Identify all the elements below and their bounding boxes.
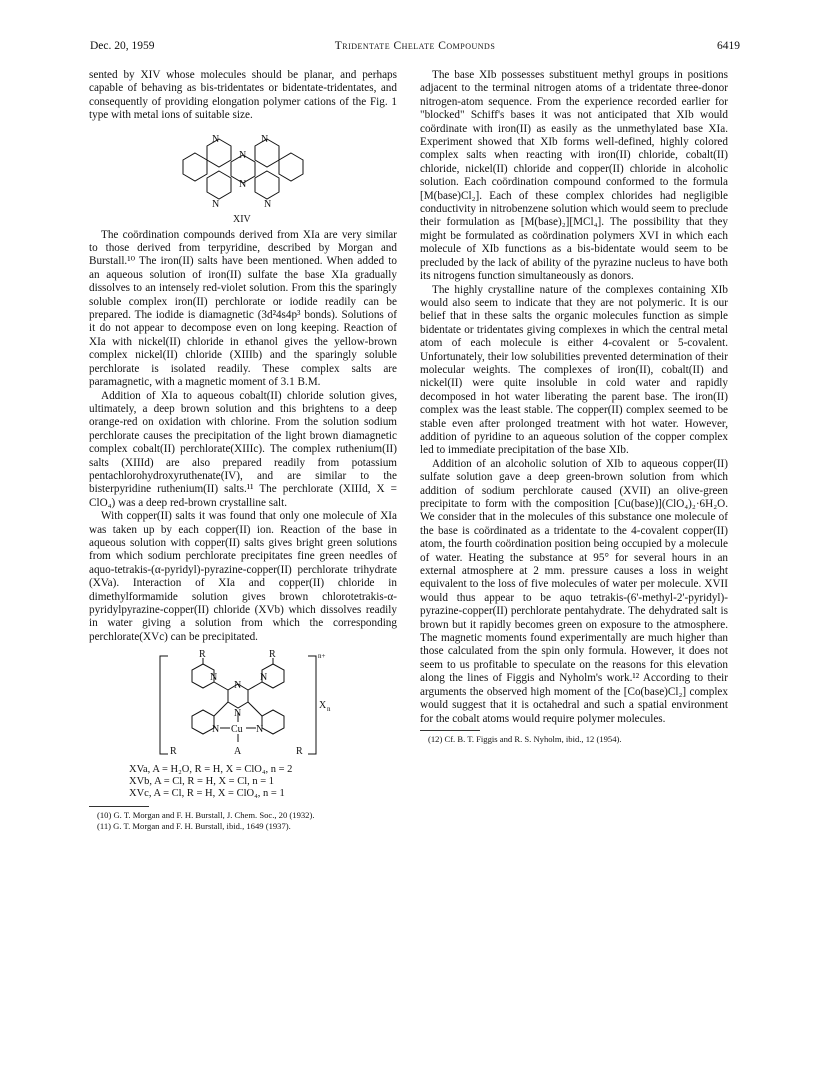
xv-atom-n6: N [256, 724, 264, 736]
xv-label-r-top-left: R [199, 650, 206, 661]
legend-xva: XVa, A = H₂O, R = H, X = ClO₄, n = 2 [129, 764, 293, 776]
footnote-10: (10) G. T. Morgan and F. H. Burstall, J. Chem. Soc., 20 (1932). [97, 810, 315, 821]
running-header [90, 40, 740, 56]
xv-label-r-top-right: R [269, 650, 276, 661]
xv-atom-cu: Cu [231, 724, 243, 736]
structure-xv-legend [129, 764, 397, 800]
footnote-12: (12) Cf. B. T. Figgis and R. S. Nyholm, ibid., 12 (1954). [428, 733, 622, 744]
xiv-atom-n4: N [239, 178, 247, 190]
header-page-number: 6419 [717, 40, 740, 52]
xiv-atom-n6: N [264, 198, 272, 210]
xiv-label: XIV [233, 213, 251, 225]
xv-atom-n1: N [210, 672, 218, 684]
right-paragraph-1: The base XIb possesses substituent methyl groups in positions adjacent to the terminal nitrogen atoms of a tridentate three-donor nitrogen-atom sequence. From the experience recorded earlier for "blocked" Schiff's bases it was not anticipated that XIb would coördinate with iron(II) as easily as the unmethylated base XIa. Experiment showed that XIb forms well-defined, highly colored complex salts when reacting with iron(II) chloride, cobalt(II) chloride, nickel(II) chloride and copper(II) chloride in alcoholic solution. Each coördination compound conformed to the formula [M(base)Cl₂]. Each of these complex chlorides had negligible conductivity in nitrobenzene solution which would seem to preclude their formulation as [M(base)₂][MCl₄]. The possibility that they might be formulated as coördination polymers XVI in which each molecule of XIb functions as a bis-bidentate would seem to be precluded by the lack of ability of the pyrazine nucleus to have both its nitrogens function simultaneously as donors. [420, 69, 728, 283]
right-paragraph-2: The highly crystalline nature of the complexes containing XIb would also seem to indicate that they are not polymeric. It is our belief that in these salts the organic molecules function as simple bidentate or tridentates giving complexes in which the central metal atom of each molecule is either 4-covalent or 5-covalent. Unfortunately, their low solubilities prevented determination of their molecular weights. The complexes of iron(II), cobalt(II) and nickel(II) were quite insoluble in cold water and rapidly decomposed in hot water liberating the parent base. The iron(II) complex was the least stable. The copper(II) complex seemed to be stable even after prolonged treatment with hot water. However, addition of pyridine to an aqueous solution of the copper complex led to immediate precipitation of the base XIb. [420, 283, 728, 457]
xv-charge: n+ [318, 652, 326, 661]
left-paragraph-2: The coördination compounds derived from XIa are very similar to those derived from terpyridine, described by Morgan and Burstall.¹⁰ The iron(II) salts have been mentioned. When added to an aqueous solution of iron(II) sulfate the base XIa gradually dissolves to an intensely red-violet solution. From this the sparingly soluble complex iron(II) perchlorate or iodide readily can be prepared. The iodide is diamagnetic (3d²4s4p³ bonds). Solutions of it do not appear to decompose even on long keeping. Reaction of XIa with nickel(II) chloride in ethanol gives the yellow-brown complex nickel(II) chloride (XIIIb) and the sparingly soluble perchlorate is isolated readily. These complex salts are paramagnetic, with a magnetic moment of 3.1 B.M. [89, 228, 397, 389]
xiv-atom-n2: N [261, 133, 269, 145]
header-date: Dec. 20, 1959 [90, 40, 155, 52]
xv-atom-n3: N [234, 680, 242, 692]
left-paragraph-1: sented by XIV whose molecules should be planar, and perhaps capable of behaving as bis-tridentates or bidentate-tridentates, and consequently of providing elongation polymer cations of the Fig. 1 type with metal ions of suitable size. [89, 69, 397, 122]
structure-xiv [178, 129, 308, 225]
right-column [420, 69, 728, 745]
xv-atom-n2: N [260, 672, 268, 684]
xv-label-r-bottom-right: R [296, 746, 303, 758]
xv-atom-n5: N [212, 724, 220, 736]
xv-counterion-x: X [319, 700, 327, 712]
left-paragraph-4: With copper(II) salts it was found that only one molecule of XIa was taken up by each copper(II) ion. Reaction of the base in aqueous solution with copper(II) salts gives bright green solutions from which sodium perchlorate precipitates fine green needles of aquo-tetrakis-(α-pyridyl)-pyrazine-copper(II) perchlorate trihydrate (XVa). Interaction of XIa and copper(II) chloride in dimethylformamide solution gives brown chlorotetrakis-α-pyridylpyrazine-copper(II) chloride (XVb) which dissolves readily in water giving a solution from which the corresponding perchlorate(XVc) can be precipitated. [89, 510, 397, 643]
left-paragraph-3: Addition of XIa to aqueous cobalt(II) chloride solution gives, ultimately, a deep brown solution and this brightens to a deep orange-red on oxidation with chlorine. From the solution sodium perchlorate causes the precipitation of the light brown diamagnetic complex cobalt(II) perchlorate(XIIIc). The complex ruthenium(II) salts (XIIId) are also prepared readily from potassium pentachlorohydroxyruthenate(IV), and are similar to the bisterpyridine ruthenium(II) salts.¹¹ The perchlorate (XIIId, X = ClO₄) was a deep red-brown crystalline salt. [89, 389, 397, 509]
xv-label-a: A [234, 746, 242, 758]
header-title: Tridentate Chelate Compounds [334, 40, 496, 52]
xiv-atom-n1: N [212, 133, 220, 145]
legend-xvc: XVc, A = Cl, R = H, X = ClO₄, n = 1 [129, 788, 285, 800]
xv-label-r-bottom-left: R [170, 746, 177, 758]
footnote-11: (11) G. T. Morgan and F. H. Burstall, ibid., 1649 (1937). [97, 821, 291, 832]
footnote-divider-right [420, 730, 480, 731]
xiv-atom-n3: N [239, 149, 247, 161]
xv-counterion-n: n [327, 705, 331, 714]
left-column [89, 69, 397, 832]
legend-xvb: XVb, A = Cl, R = H, X = Cl, n = 1 [129, 776, 275, 788]
xv-atom-n4: N [234, 708, 242, 720]
footnote-divider [89, 806, 149, 807]
xiv-atom-n5: N [212, 198, 220, 210]
structure-xv [148, 650, 338, 760]
right-paragraph-3: Addition of an alcoholic solution of XIb to aqueous copper(II) sulfate solution gave a deep green-brown solution from which addition of sodium perchlorate caused (XVII) an olive-green precipitate to form with the composition [Cu(base)](ClO₄)₂·6H₂O. We consider that in the molecules of this substance one molecule of the base is coördinated as a tridentate to the 4-covalent copper(II) atom, the fourth coördination position being occupied by a molecule of water. Heating the substance at 95° for several hours in an external atmosphere at 2 mm. pressure causes a loss in weight equivalent to the loss of five molecules of water per molecule. XVII would thus appear to be aquo tetrakis-(6'-methyl-2'-pyridyl)-pyrazine-copper(II) perchlorate pentahydrate. The dehydrated salt is brown but it rapidly becomes green on exposure to the atmosphere. The magnetic moments found experimentally are much higher than those calculated from the spin only formula. However, it does not seem to us profitable to speculate on the reasons for this elevation along the lines of Figgis and Nyholm's work.¹² According to their arguments the observed high moment of the [Co(base)Cl₂] complex would suggest that it is octahedral and such a spatial environment for the cobalt atoms would require polymer molecules. [420, 457, 728, 725]
